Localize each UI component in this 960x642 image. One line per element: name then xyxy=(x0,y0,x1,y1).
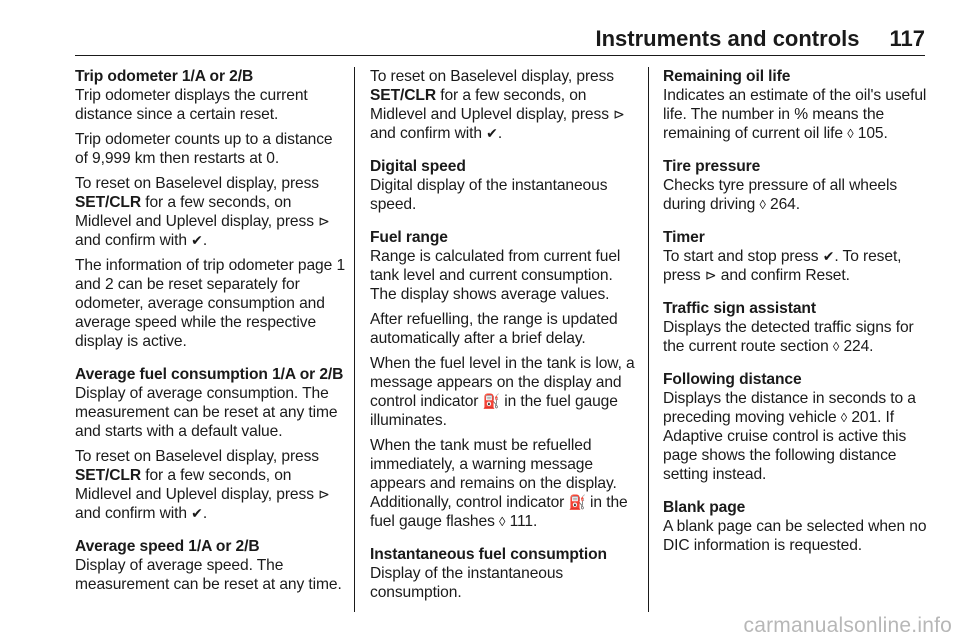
fuel-range-text-1: Range is calculated from current fuel tank level and current consumption. The display shows average values. xyxy=(370,248,621,303)
text: Indicates an estimate of the oil's useful life. The number in % means the remaining of current oil life xyxy=(663,87,927,142)
next-icon: ⊳ xyxy=(318,213,330,229)
text: and confirm with xyxy=(370,125,487,142)
text: . xyxy=(497,125,503,142)
section-fuel-range xyxy=(370,228,642,531)
trip-text-3 xyxy=(75,174,347,250)
section-average-speed xyxy=(75,537,347,594)
column-divider-1 xyxy=(354,67,355,612)
page-title: Instruments and controls xyxy=(595,26,860,51)
section-following-distance xyxy=(663,370,931,484)
following-distance-text xyxy=(663,389,931,484)
page-ref[interactable]: 111. xyxy=(509,513,538,530)
text: Checks tyre pressure of all wheels during driving xyxy=(663,177,898,213)
timer-text xyxy=(663,247,931,285)
check-icon: ✔ xyxy=(191,505,203,521)
heading-oil-life: Remaining oil life xyxy=(663,68,791,85)
heading-instantaneous-fuel: Instantaneous fuel consumption xyxy=(370,546,607,563)
text: for a few seconds, on Midlevel and Uplevel display, press xyxy=(75,467,319,503)
text: When the fuel level in the tank is low, a message appears on the display and control indicator xyxy=(370,355,635,410)
avg-fuel-text-2 xyxy=(75,447,347,523)
text: To reset on Baselevel display, press xyxy=(370,68,615,85)
heading-following-distance: Following distance xyxy=(663,371,802,388)
text: . xyxy=(202,505,208,522)
text: in the fuel gauge illuminates. xyxy=(370,393,618,429)
watermark: carmanualsonline.info xyxy=(743,614,952,637)
text: for a few seconds, on Midlevel and Uplevel display, press xyxy=(75,194,319,230)
page-ref[interactable]: 264. xyxy=(770,196,800,213)
text: and confirm with xyxy=(75,232,192,249)
page-header xyxy=(0,26,925,52)
fuel-pump-icon: ⛽ xyxy=(482,393,500,409)
section-instantaneous-fuel xyxy=(370,545,642,602)
page-ref[interactable]: 224. xyxy=(843,338,874,355)
blank-page-text: A blank page can be selected when no DIC information is requested. xyxy=(663,518,927,554)
section-average-fuel xyxy=(75,365,347,523)
check-icon: ✔ xyxy=(191,232,203,248)
text: Displays the distance in seconds to a preceding moving vehicle xyxy=(663,390,916,426)
page-ref-icon: ◊ xyxy=(759,197,766,212)
heading-trip-odometer: Trip odometer 1/A or 2/B xyxy=(75,68,254,85)
page-ref-icon: ◊ xyxy=(847,126,854,141)
heading-digital-speed: Digital speed xyxy=(370,158,466,175)
column-divider-2 xyxy=(648,67,649,612)
next-icon: ⊳ xyxy=(704,267,717,283)
trip-text-4: The information of trip odometer page 1 and 2 can be reset separately for odometer, average consumption and average speed while the respective display is active. xyxy=(75,257,346,350)
set-clr-key: SET/CLR xyxy=(75,467,142,484)
heading-traffic-sign: Traffic sign assistant xyxy=(663,300,816,317)
avg-fuel-text-1: Display of average consumption. The measurement can be reset at any time and starts with a default value. xyxy=(75,385,338,440)
heading-timer: Timer xyxy=(663,229,705,246)
trip-text-1: Trip odometer displays the current distance since a certain reset. xyxy=(75,87,308,123)
tire-pressure-text xyxy=(663,176,931,214)
text: To start and stop press xyxy=(663,248,823,265)
traffic-sign-text xyxy=(663,318,931,356)
oil-life-text xyxy=(663,86,931,143)
set-clr-key: SET/CLR xyxy=(370,87,437,104)
text: . xyxy=(202,232,208,249)
heading-average-fuel: Average fuel consumption 1/A or 2/B xyxy=(75,366,344,383)
instantaneous-fuel-text: Display of the instantaneous consumption. xyxy=(370,565,564,601)
column-3 xyxy=(663,67,931,569)
section-trip-odometer xyxy=(75,67,347,351)
page-ref-icon: ◊ xyxy=(840,410,848,425)
section-oil-life xyxy=(663,67,931,143)
set-clr-key: SET/CLR xyxy=(75,194,142,211)
text: When the tank must be refuelled immediately, a warning message appears and remains on the display. Additionally, control indicator xyxy=(370,437,617,511)
section-digital-speed xyxy=(370,157,642,214)
check-icon: ✔ xyxy=(486,125,498,141)
column-2 xyxy=(370,67,642,616)
section-timer xyxy=(663,228,931,285)
text: for a few seconds, on Midlevel and Uplevel display, press xyxy=(370,87,614,123)
page-ref-icon: ◊ xyxy=(832,339,840,354)
heading-average-speed: Average speed 1/A or 2/B xyxy=(75,538,260,555)
heading-tire-pressure: Tire pressure xyxy=(663,158,761,175)
page-ref-icon: ◊ xyxy=(499,514,506,529)
check-icon: ✔ xyxy=(822,248,835,264)
page-ref[interactable]: 105. xyxy=(857,125,888,142)
page-number: 117 xyxy=(889,26,925,51)
column-1 xyxy=(75,67,347,608)
text: and confirm Reset. xyxy=(716,267,850,284)
next-icon: ⊳ xyxy=(318,486,330,502)
heading-blank-page: Blank page xyxy=(663,499,746,516)
fuel-range-text-3 xyxy=(370,354,642,430)
text: and confirm with xyxy=(75,505,192,522)
next-icon: ⊳ xyxy=(613,106,625,122)
section-traffic-sign xyxy=(663,299,931,356)
reset-text xyxy=(370,67,642,143)
header-rule xyxy=(75,55,925,56)
trip-text-2: Trip odometer counts up to a distance of 9,999 km then restarts at 0. xyxy=(75,131,333,167)
fuel-range-text-4 xyxy=(370,436,642,531)
text: in the fuel gauge flashes xyxy=(370,494,628,530)
text: Displays the detected traffic signs for the current route section xyxy=(663,319,914,355)
heading-fuel-range: Fuel range xyxy=(370,229,448,246)
text: To reset on Baselevel display, press xyxy=(75,448,320,465)
avg-speed-text-1: Display of average speed. The measurement can be reset at any time. xyxy=(75,557,342,593)
text: . To reset, press xyxy=(663,248,902,284)
section-reset xyxy=(370,67,642,143)
fuel-range-text-2: After refuelling, the range is updated automatically after a brief delay. xyxy=(370,311,618,347)
fuel-pump-icon: ⛽ xyxy=(568,494,586,510)
text: 201. If Adaptive cruise control is active this page shows the following distance setting instead. xyxy=(663,409,907,483)
section-tire-pressure xyxy=(663,157,931,214)
text: To reset on Baselevel display, press xyxy=(75,175,320,192)
digital-speed-text: Digital display of the instantaneous speed. xyxy=(370,177,608,213)
section-blank-page xyxy=(663,498,931,555)
